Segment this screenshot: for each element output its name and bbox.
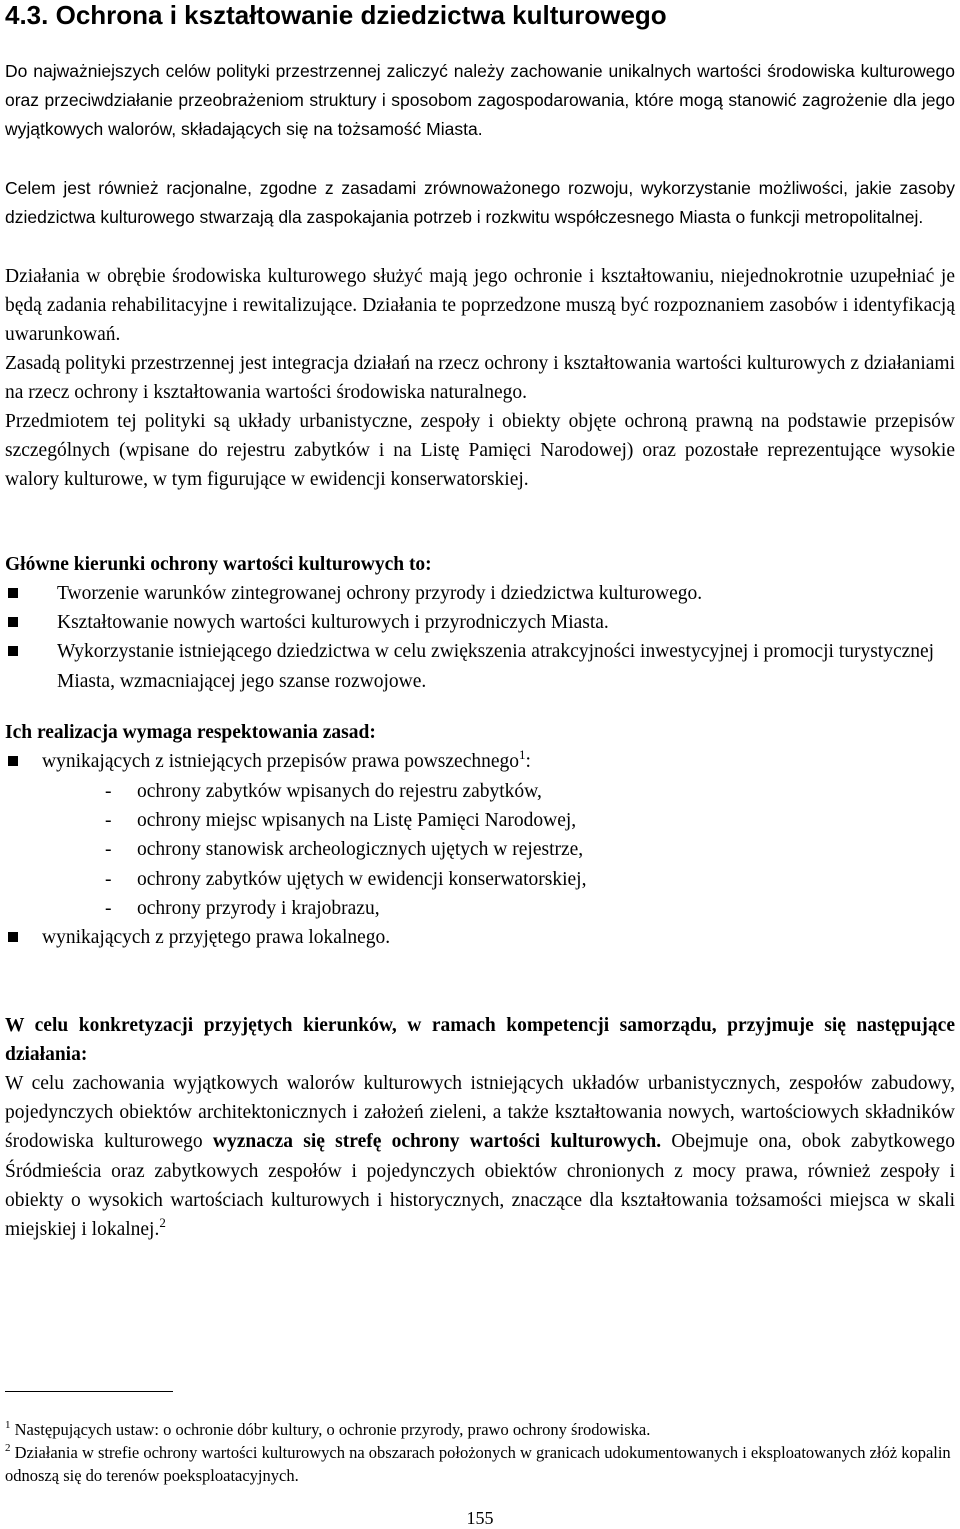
principles-sublist (5, 777, 955, 923)
list-item: - ochrony zabytków ujętych w ewidencji konserwatorskiej, (105, 868, 587, 890)
page-number: 155 (466, 1508, 494, 1528)
list-item: wynikających z przyjętego prawa lokalnego. (5, 923, 955, 952)
list-item: - ochrony miejsc wpisanych na Listę Pamięci Narodowej, (105, 810, 577, 832)
actions-heading: W celu konkretyzacji przyjętych kierunków, w ramach kompetencji samorządu, przyjmuje się następujące działania: (5, 1015, 955, 1066)
square-bullet-icon (8, 617, 18, 627)
list-item: Tworzenie warunków zintegrowanej ochrony przyrody i dziedzictwa kulturowego. (5, 579, 955, 608)
list-item: - ochrony stanowisk archeologicznych ujętych w rejestrze, (105, 839, 584, 861)
footnote-1: $^1$ Następujących ustaw: o ochronie dóbr kultury, o ochronie przyrody, prawo ochrony środowiska. (5, 1419, 651, 1439)
intro-paragraph-5: Przedmiotem tej polityki są układy urbanistyczne, zespoły i obiekty objęte ochroną prawną na podstawie przepisów szczególnych (wpisane do rejestru zabytków i na Listę Pamięci Narodowej) oraz pozostałe reprezentujące wysokie walory kulturowe, w tym figurujące w ewidencji konserwatorskiej. (5, 411, 955, 491)
actions-body-emphasis: wyznacza się strefę ochrony wartości kulturowych. (212, 1131, 662, 1153)
list-item: - ochrony przyrody i krajobrazu, (105, 897, 380, 919)
footnote-ref-2[interactable]: 2 (159, 1215, 166, 1231)
actions-body: W celu zachowania wyjątkowych walorów kulturowych istniejących układów urbanistycznych, zespołów zabudowy, pojedynczych obiektów architektonicznych i założeń zieleni, a także kształtowania nowych, wartościowych składników środowiska kulturowego wyznacza się strefę ochrony wartości kulturowych. Obejmuje ona, obok zabytkowego Śródmieścia oraz zabytkowych zespołów i pojedynczych obiektów chronionych z mocy prawa, również zespoły i obiekty o wysokich wartościach kulturowych i historycznych, znaczące dla kształtowania tożsamości miejsca w skali miejskiej i lokalnej.$^2$ (5, 1073, 955, 1241)
list-item: wynikających z istniejących przepisów prawa powszechnego$^1$: (5, 747, 955, 776)
principles-heading: Ich realizacja wymaga respektowania zasad: (5, 722, 376, 743)
footnote-ref-1[interactable]: 1 (519, 747, 526, 762)
footnote-2: $^2$ Działania w strefie ochrony wartości kulturowych na obszarach położonych w granicach udokumentowanych i eksploatowanych złóż kopalin odnoszą się do terenów poeksploatacyjnych. (5, 1442, 951, 1485)
square-bullet-icon (8, 646, 18, 656)
principles-list-2 (5, 923, 955, 952)
intro-paragraph-1: Do najważniejszych celów polityki przestrzennej zaliczyć należy zachowanie unikalnych wartości środowiska kulturowego oraz przeciwdziałanie przeobrażeniom struktury i sposobom zagospodarowania, które mogą stanowić zagrożenie dla jego wyjątkowych walorów, składających się na tożsamość Miasta. (5, 61, 955, 140)
section-title: 4.3. Ochrona i kształtowanie dziedzictwa kulturowego (5, 0, 667, 30)
list-item: Kształtowanie nowych wartości kulturowych i przyrodniczych Miasta. (5, 608, 955, 637)
intro-paragraph-4: Zasadą polityki przestrzennej jest integracja działań na rzecz ochrony i kształtowania wartości kulturowych z działaniami na rzecz ochrony i kształtowania wartości środowiska naturalnego. (5, 353, 955, 404)
list-item: Wykorzystanie istniejącego dziedzictwa w celu zwiększenia atrakcyjności inwestycyjnej i promocji turystycznej Miasta, wzmacniającej jego szanse rozwojowe. (5, 637, 955, 695)
square-bullet-icon (8, 932, 18, 942)
principles-list (5, 747, 955, 776)
intro-paragraph-3: Działania w obrębie środowiska kulturowego służyć mają jego ochronie i kształtowaniu, niejednokrotnie uzupełniać je będą zadania rehabilitacyjne i rewitalizujące. Działania te poprzedzone muszą być rozpoznaniem zasobów i identyfikacją uwarunkowań. (5, 266, 955, 346)
footnote-separator (5, 1391, 173, 1392)
list-item: - ochrony zabytków wpisanych do rejestru zabytków, (105, 781, 542, 802)
intro-paragraph-2: Celem jest również racjonalne, zgodne z zasadami zrównoważonego rozwoju, wykorzystanie możliwości, jakie zasoby dziedzictwa kulturowego stwarzają dla zaspokajania potrzeb i rozkwitu współczesnego Miasta o funkcji metropolitalnej. (5, 178, 955, 228)
square-bullet-icon (8, 756, 18, 766)
directions-heading: Główne kierunki ochrony wartości kulturowych to: (5, 554, 432, 575)
square-bullet-icon (8, 588, 18, 598)
directions-list (5, 579, 955, 696)
